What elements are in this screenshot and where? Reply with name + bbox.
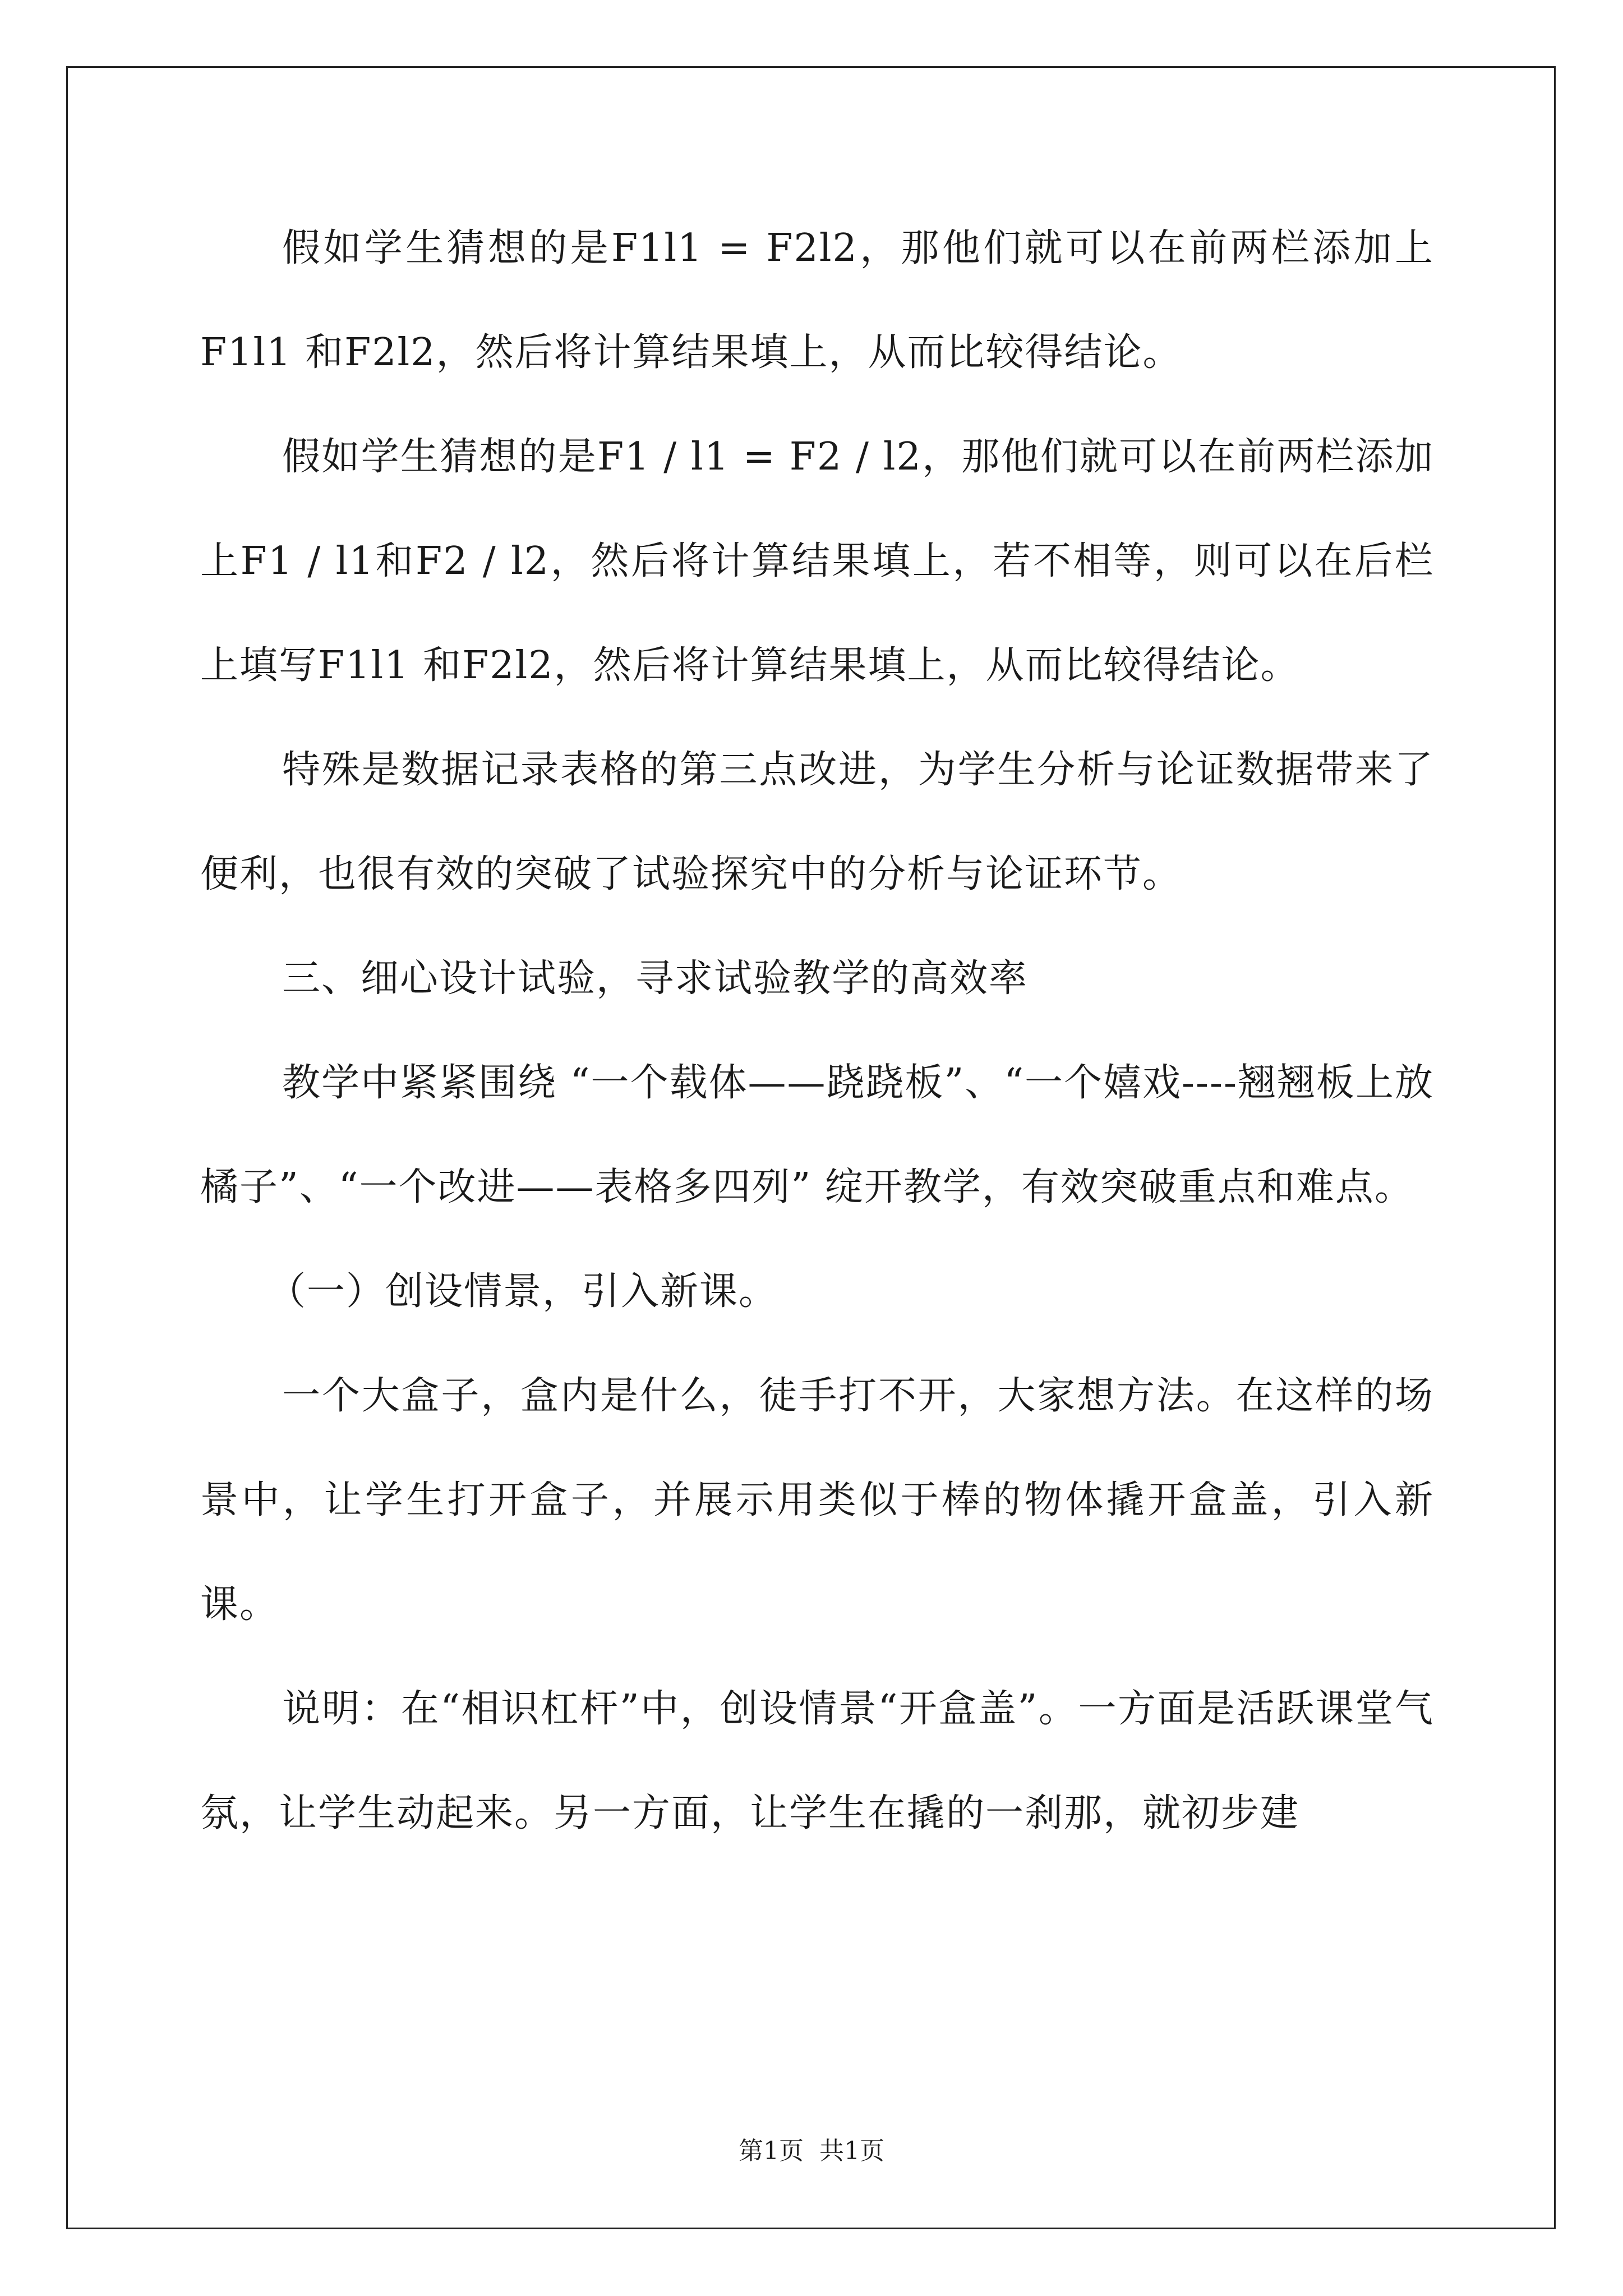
document-body — [200, 196, 1434, 1866]
paragraph-4: 教学中紧紧围绕 “一个载体——跷跷板”、“一个嬉戏----翘翘板上放橘子”、“一个改进——表格多四列” 绽开教学，有效突破重点和难点。 — [200, 1061, 1434, 1209]
page-number: 第1页 — [739, 2137, 804, 2165]
sub-heading: （一）创设情景，引入新课。 — [268, 1269, 778, 1314]
paragraph-2: 假如学生猜想的是F1 / l1 = F2 / l2，那他们就可以在前两栏添加上F1 / l1和F2 / l2，然后将计算结果填上，若不相等，则可以在后栏上填写F1l1 和F2l2，然后将计算结果填上，从而比较得结论。 — [200, 435, 1434, 688]
paragraph-5: 一个大盒子，盒内是什么，徒手打不开，大家想方法。在这样的场景中，让学生打开盒子，并展示用类似于棒的物体撬开盒盖，引入新课。 — [200, 1374, 1434, 1627]
paragraph-1: 假如学生猜想的是F1l1 = F2l2，那他们就可以在前两栏添加上F1l1 和F2l2，然后将计算结果填上，从而比较得结论。 — [200, 226, 1434, 375]
section-heading: 三、细心设计试验，寻求试验教学的高效率 — [282, 956, 1029, 1001]
page-total: 共1页 — [819, 2137, 884, 2165]
paragraph-3: 特殊是数据记录表格的第三点改进，为学生分析与论证数据带来了便利，也很有效的突破了试验探究中的分析与论证环节。 — [200, 748, 1434, 896]
paragraph-6: 说明：在“相识杠杆”中，创设情景“开盒盖”。一方面是活跃课堂气氛，让学生动起来。另一方面，让学生在撬的一刹那，就初步建 — [200, 1687, 1434, 1835]
page-footer — [0, 2131, 1623, 2166]
